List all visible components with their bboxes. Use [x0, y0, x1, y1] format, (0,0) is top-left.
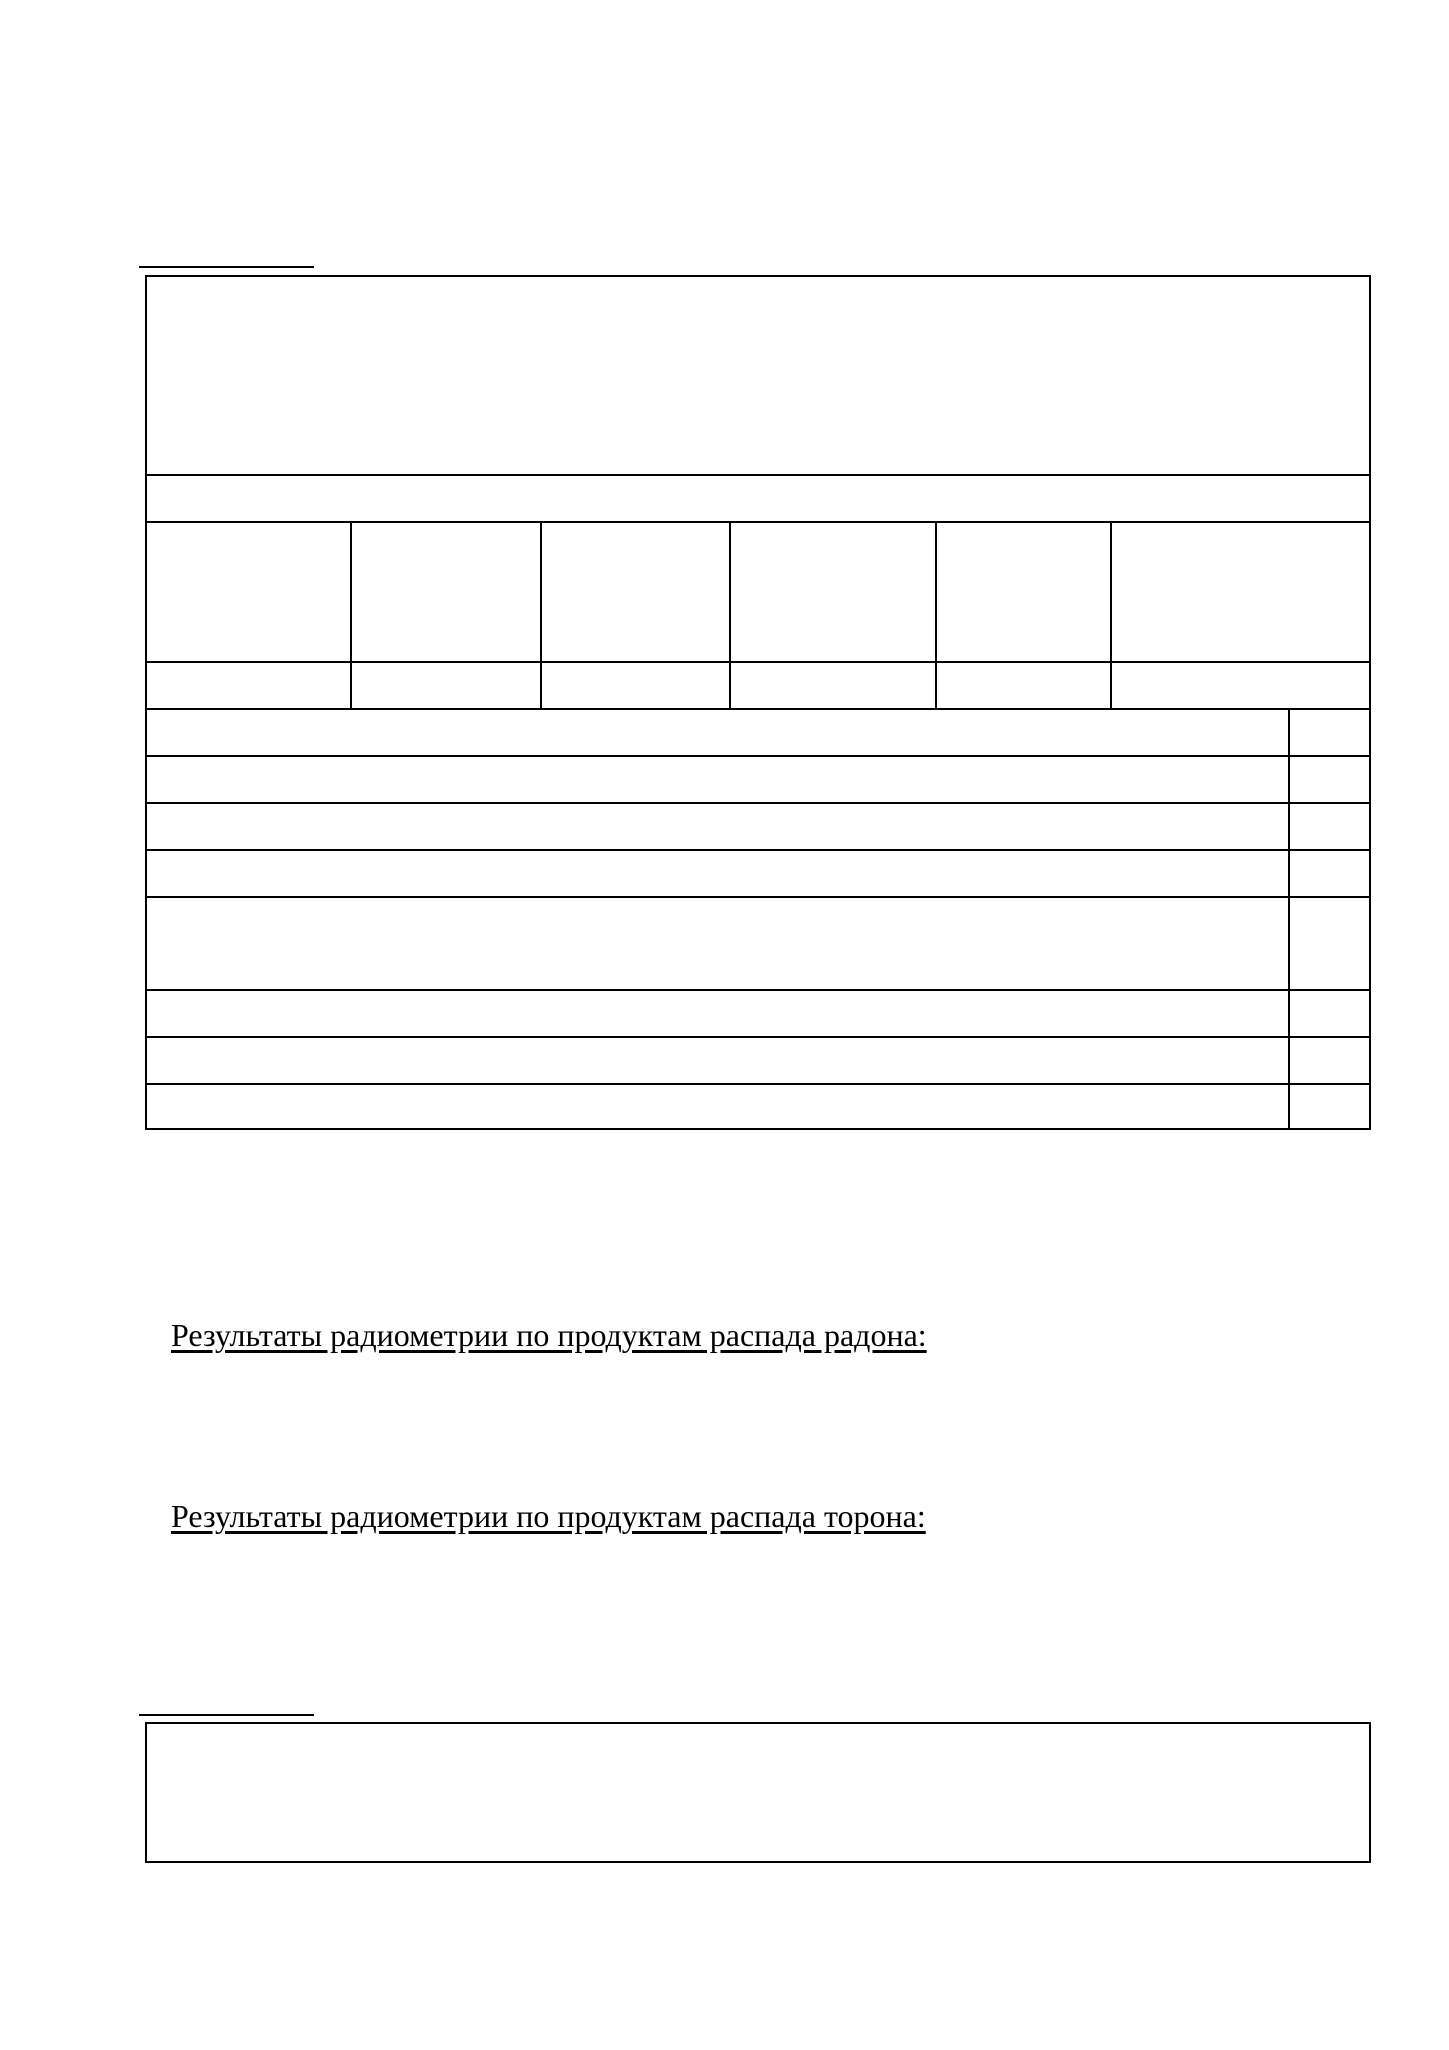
top-short-rule [139, 266, 314, 268]
column-divider [729, 521, 731, 708]
table-row-divider [145, 896, 1371, 898]
column-divider [935, 521, 937, 708]
table-row-divider [145, 521, 1371, 523]
radon-results-label: Результаты радиометрии по продуктам распада радона: [171, 1317, 927, 1353]
bottom-short-rule [139, 1714, 314, 1716]
bottom-form-box [145, 1722, 1371, 1863]
table-row-divider [145, 755, 1371, 757]
table-row-divider [145, 708, 1371, 710]
column-divider [1110, 521, 1112, 708]
value-column-divider [1288, 708, 1290, 1130]
table-row-divider [145, 1036, 1371, 1038]
table-row-divider [145, 661, 1371, 663]
table-row-divider [145, 849, 1371, 851]
table-row-divider [145, 802, 1371, 804]
main-table-frame [145, 275, 1371, 1130]
thoron-results-label: Результаты радиометрии по продуктам распада торона: [171, 1498, 926, 1534]
column-divider [350, 521, 352, 708]
table-row-divider [145, 1083, 1371, 1085]
column-divider [540, 521, 542, 708]
table-row-divider [145, 474, 1371, 476]
table-row-divider [145, 989, 1371, 991]
